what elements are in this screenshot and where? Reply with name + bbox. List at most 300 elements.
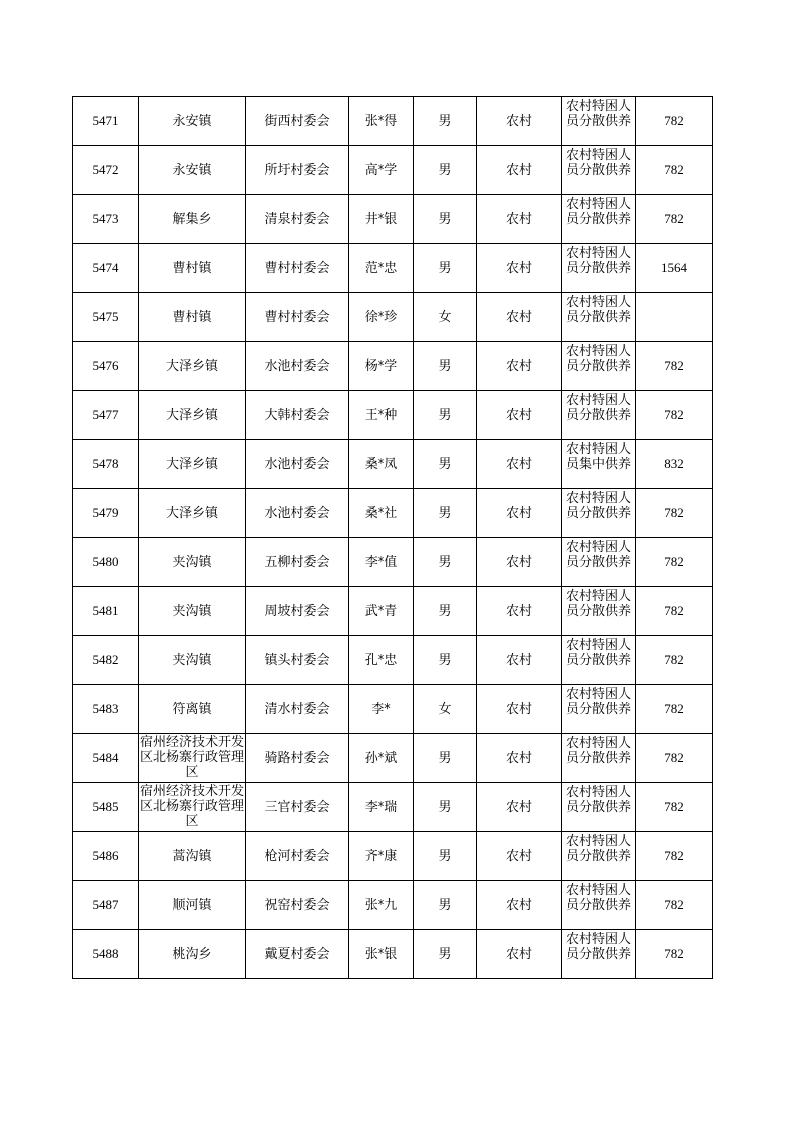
cell-town-text: 宿州经济技术开发区北杨寨行政管理区 (139, 735, 244, 780)
cell-village-text: 清水村委会 (264, 701, 330, 717)
cell-town-text: 大泽乡镇 (165, 407, 218, 423)
cell-category (562, 636, 636, 685)
cell-area (477, 734, 562, 783)
cell-town-text: 宿州经济技术开发区北杨寨行政管理区 (139, 784, 244, 829)
cell-town (139, 391, 246, 440)
cell-area (477, 244, 562, 293)
cell-gender (414, 832, 477, 881)
cell-amount (636, 244, 713, 293)
cell-name-text: 李*瑞 (364, 799, 398, 815)
cell-name (349, 146, 414, 195)
cell-village-text: 清泉村委会 (264, 211, 330, 227)
table-row (73, 587, 713, 636)
cell-id-text: 5476 (92, 358, 119, 373)
cell-id (73, 587, 139, 636)
cell-gender (414, 783, 477, 832)
cell-gender (414, 538, 477, 587)
cell-gender-text: 男 (438, 799, 452, 815)
cell-id (73, 930, 139, 979)
cell-amount-text: 782 (664, 162, 684, 177)
table-row (73, 783, 713, 832)
cell-id-text: 5485 (92, 799, 119, 814)
cell-gender (414, 489, 477, 538)
table-row (73, 244, 713, 293)
cell-village (246, 391, 349, 440)
cell-town (139, 734, 246, 783)
cell-town (139, 538, 246, 587)
cell-category-text: 农村特困人员分散供养 (565, 343, 631, 374)
cell-category (562, 293, 636, 342)
cell-town (139, 146, 246, 195)
cell-gender (414, 881, 477, 930)
cell-village-text: 骑路村委会 (264, 750, 330, 766)
cell-area-text: 农村 (505, 113, 532, 129)
cell-category (562, 440, 636, 489)
cell-village-text: 大韩村委会 (264, 407, 330, 423)
cell-town-text: 夹沟镇 (172, 652, 212, 668)
records-table-body (73, 97, 713, 979)
cell-category-text: 农村特困人员分散供养 (565, 245, 631, 276)
cell-area (477, 538, 562, 587)
cell-village (246, 195, 349, 244)
cell-id (73, 832, 139, 881)
cell-village-text: 街西村委会 (264, 113, 330, 129)
cell-name-text: 张*得 (364, 113, 398, 129)
cell-town (139, 587, 246, 636)
cell-gender-text: 男 (438, 554, 452, 570)
table-row (73, 930, 713, 979)
cell-village (246, 146, 349, 195)
cell-area-text: 农村 (505, 946, 532, 962)
cell-category-text: 农村特困人员分散供养 (565, 686, 631, 717)
table-row (73, 293, 713, 342)
cell-town-text: 永安镇 (172, 162, 212, 178)
cell-amount-text: 782 (664, 505, 684, 520)
cell-town-text: 曹村镇 (172, 309, 212, 325)
cell-amount (636, 97, 713, 146)
cell-id (73, 783, 139, 832)
cell-town (139, 636, 246, 685)
cell-name-text: 高*学 (364, 162, 398, 178)
cell-town-text: 大泽乡镇 (165, 456, 218, 472)
cell-amount-text: 782 (664, 750, 684, 765)
cell-id-text: 5484 (92, 750, 119, 765)
cell-village-text: 祝窑村委会 (264, 897, 330, 913)
cell-gender (414, 685, 477, 734)
cell-name (349, 930, 414, 979)
table-row (73, 734, 713, 783)
cell-amount-text: 782 (664, 554, 684, 569)
cell-village (246, 440, 349, 489)
table-row (73, 881, 713, 930)
cell-amount-text: 782 (664, 799, 684, 814)
cell-name-text: 张*银 (364, 946, 398, 962)
cell-name (349, 489, 414, 538)
cell-amount (636, 489, 713, 538)
cell-id-text: 5488 (92, 946, 119, 961)
cell-name-text: 杨*学 (364, 358, 398, 374)
table-row (73, 685, 713, 734)
cell-area (477, 440, 562, 489)
cell-name (349, 832, 414, 881)
cell-gender (414, 391, 477, 440)
cell-town (139, 783, 246, 832)
cell-name (349, 881, 414, 930)
cell-name (349, 783, 414, 832)
cell-id (73, 636, 139, 685)
cell-area-text: 农村 (505, 750, 532, 766)
cell-name-text: 孙*斌 (364, 750, 398, 766)
cell-name-text: 徐*珍 (364, 309, 398, 325)
cell-town-text: 曹村镇 (172, 260, 212, 276)
cell-category-text: 农村特困人员分散供养 (565, 98, 631, 129)
cell-category (562, 538, 636, 587)
cell-name-text: 井*银 (364, 211, 398, 227)
cell-gender (414, 195, 477, 244)
cell-id (73, 195, 139, 244)
cell-amount (636, 195, 713, 244)
cell-area-text: 农村 (505, 897, 532, 913)
cell-category-text: 农村特困人员分散供养 (565, 196, 631, 227)
cell-area (477, 881, 562, 930)
cell-name (349, 440, 414, 489)
cell-town (139, 489, 246, 538)
cell-gender (414, 930, 477, 979)
cell-gender-text: 男 (438, 162, 452, 178)
cell-area-text: 农村 (505, 309, 532, 325)
cell-gender (414, 293, 477, 342)
cell-id (73, 538, 139, 587)
cell-town (139, 293, 246, 342)
cell-amount-text: 782 (664, 848, 684, 863)
cell-gender-text: 男 (438, 407, 452, 423)
cell-area-text: 农村 (505, 162, 532, 178)
cell-amount (636, 685, 713, 734)
cell-id (73, 293, 139, 342)
cell-amount (636, 587, 713, 636)
cell-name (349, 342, 414, 391)
cell-category-text: 农村特困人员分散供养 (565, 539, 631, 570)
cell-village-text: 戴夏村委会 (264, 946, 330, 962)
cell-area (477, 832, 562, 881)
cell-gender-text: 男 (438, 750, 452, 766)
cell-town (139, 195, 246, 244)
cell-village (246, 587, 349, 636)
cell-village-text: 枪河村委会 (264, 848, 330, 864)
cell-id (73, 244, 139, 293)
cell-amount (636, 734, 713, 783)
cell-area (477, 342, 562, 391)
cell-gender (414, 734, 477, 783)
cell-amount (636, 636, 713, 685)
cell-id (73, 391, 139, 440)
cell-name-text: 桑*社 (364, 505, 398, 521)
cell-town (139, 244, 246, 293)
cell-id-text: 5479 (92, 505, 119, 520)
table-row (73, 538, 713, 587)
cell-amount (636, 538, 713, 587)
cell-gender-text: 男 (438, 456, 452, 472)
cell-area-text: 农村 (505, 358, 532, 374)
cell-id-text: 5477 (92, 407, 119, 422)
cell-village-text: 水池村委会 (264, 456, 330, 472)
cell-village-text: 曹村村委会 (264, 309, 330, 325)
table-row (73, 146, 713, 195)
cell-town-text: 大泽乡镇 (165, 358, 218, 374)
table-row (73, 195, 713, 244)
cell-village (246, 881, 349, 930)
cell-amount-text: 782 (664, 211, 684, 226)
cell-name-text: 李*值 (364, 554, 398, 570)
cell-category (562, 832, 636, 881)
cell-gender (414, 97, 477, 146)
cell-amount (636, 342, 713, 391)
cell-id (73, 881, 139, 930)
cell-category (562, 391, 636, 440)
cell-category (562, 146, 636, 195)
cell-name (349, 293, 414, 342)
cell-area (477, 391, 562, 440)
cell-category (562, 685, 636, 734)
cell-village-text: 水池村委会 (264, 358, 330, 374)
cell-category-text: 农村特困人员分散供养 (565, 147, 631, 178)
cell-id-text: 5481 (92, 603, 119, 618)
cell-amount (636, 930, 713, 979)
cell-amount (636, 832, 713, 881)
cell-amount-text: 1564 (661, 260, 687, 275)
cell-amount (636, 391, 713, 440)
cell-name (349, 734, 414, 783)
cell-id-text: 5474 (92, 260, 119, 275)
cell-gender-text: 男 (438, 113, 452, 129)
cell-name (349, 587, 414, 636)
cell-category-text: 农村特困人员分散供养 (565, 588, 631, 619)
cell-gender (414, 587, 477, 636)
table-row (73, 97, 713, 146)
cell-area-text: 农村 (505, 652, 532, 668)
cell-area-text: 农村 (505, 848, 532, 864)
cell-area (477, 783, 562, 832)
cell-category (562, 244, 636, 293)
cell-town (139, 685, 246, 734)
cell-id-text: 5483 (92, 701, 119, 716)
cell-town (139, 832, 246, 881)
cell-amount-text: 782 (664, 897, 684, 912)
cell-area-text: 农村 (505, 456, 532, 472)
cell-area-text: 农村 (505, 799, 532, 815)
cell-gender (414, 244, 477, 293)
cell-town-text: 符离镇 (172, 701, 212, 717)
cell-name-text: 李* (371, 701, 391, 717)
cell-town-text: 解集乡 (172, 211, 212, 227)
cell-amount-text: 782 (664, 113, 684, 128)
cell-gender (414, 342, 477, 391)
cell-amount-text: 782 (664, 652, 684, 667)
cell-id-text: 5487 (92, 897, 119, 912)
cell-category-text: 农村特困人员分散供养 (565, 784, 631, 815)
cell-category-text: 农村特困人员分散供养 (565, 490, 631, 521)
cell-area (477, 97, 562, 146)
cell-id (73, 342, 139, 391)
cell-category-text: 农村特困人员分散供养 (565, 882, 631, 913)
cell-name-text: 桑*凤 (364, 456, 398, 472)
cell-amount (636, 783, 713, 832)
cell-category-text: 农村特困人员分散供养 (565, 392, 631, 423)
cell-village (246, 489, 349, 538)
cell-id (73, 440, 139, 489)
cell-amount (636, 881, 713, 930)
cell-amount-text: 782 (664, 407, 684, 422)
cell-amount-text: 782 (664, 603, 684, 618)
cell-town (139, 97, 246, 146)
cell-village (246, 293, 349, 342)
cell-gender-text: 女 (438, 701, 452, 717)
cell-category-text: 农村特困人员分散供养 (565, 637, 631, 668)
cell-village (246, 783, 349, 832)
cell-town-text: 顺河镇 (172, 897, 212, 913)
cell-name (349, 391, 414, 440)
cell-gender-text: 男 (438, 897, 452, 913)
cell-area-text: 农村 (505, 211, 532, 227)
cell-area (477, 293, 562, 342)
cell-name-text: 孔*忠 (364, 652, 398, 668)
cell-area (477, 587, 562, 636)
cell-category (562, 342, 636, 391)
cell-town (139, 930, 246, 979)
cell-category (562, 930, 636, 979)
cell-name (349, 538, 414, 587)
cell-id (73, 489, 139, 538)
cell-area-text: 农村 (505, 260, 532, 276)
cell-village-text: 镇头村委会 (264, 652, 330, 668)
cell-gender-text: 男 (438, 358, 452, 374)
cell-amount (636, 146, 713, 195)
cell-amount-text: 832 (664, 456, 684, 471)
cell-id-text: 5475 (92, 309, 119, 324)
cell-town (139, 440, 246, 489)
cell-town-text: 桃沟乡 (172, 946, 212, 962)
cell-category-text: 农村特困人员分散供养 (565, 833, 631, 864)
table-row (73, 342, 713, 391)
table-row (73, 636, 713, 685)
cell-gender-text: 男 (438, 652, 452, 668)
cell-village (246, 734, 349, 783)
cell-amount (636, 440, 713, 489)
cell-area (477, 930, 562, 979)
cell-gender-text: 男 (438, 946, 452, 962)
cell-town (139, 342, 246, 391)
cell-village-text: 水池村委会 (264, 505, 330, 521)
cell-village-text: 曹村村委会 (264, 260, 330, 276)
cell-category-text: 农村特困人员分散供养 (565, 735, 631, 766)
cell-name-text: 武*青 (364, 603, 398, 619)
cell-amount-text: 782 (664, 701, 684, 716)
cell-category (562, 195, 636, 244)
table-row (73, 440, 713, 489)
cell-village (246, 636, 349, 685)
cell-gender (414, 146, 477, 195)
cell-name (349, 685, 414, 734)
cell-category (562, 734, 636, 783)
cell-village (246, 685, 349, 734)
cell-village (246, 244, 349, 293)
cell-town (139, 881, 246, 930)
cell-village-text: 五柳村委会 (264, 554, 330, 570)
cell-category-text: 农村特困人员分散供养 (565, 294, 631, 325)
cell-name (349, 97, 414, 146)
cell-area (477, 146, 562, 195)
cell-town-text: 大泽乡镇 (165, 505, 218, 521)
cell-village-text: 周坡村委会 (264, 603, 330, 619)
cell-name (349, 636, 414, 685)
cell-id-text: 5473 (92, 211, 119, 226)
cell-name-text: 齐*康 (364, 848, 398, 864)
cell-village (246, 538, 349, 587)
cell-category-text: 农村特困人员分散供养 (565, 931, 631, 962)
cell-id (73, 146, 139, 195)
cell-name-text: 范*忠 (364, 260, 398, 276)
table-row (73, 832, 713, 881)
cell-village-text: 三官村委会 (264, 799, 330, 815)
cell-area (477, 195, 562, 244)
cell-town-text: 蒿沟镇 (172, 848, 212, 864)
cell-id-text: 5471 (92, 113, 119, 128)
cell-village (246, 97, 349, 146)
cell-area (477, 636, 562, 685)
cell-amount-text: 782 (664, 946, 684, 961)
cell-area (477, 685, 562, 734)
cell-category (562, 97, 636, 146)
cell-id-text: 5482 (92, 652, 119, 667)
cell-area-text: 农村 (505, 603, 532, 619)
cell-id-text: 5472 (92, 162, 119, 177)
cell-id-text: 5478 (92, 456, 119, 471)
cell-village (246, 930, 349, 979)
cell-name (349, 195, 414, 244)
cell-town-text: 永安镇 (172, 113, 212, 129)
cell-id (73, 97, 139, 146)
cell-gender-text: 男 (438, 603, 452, 619)
cell-amount-text: 782 (664, 358, 684, 373)
cell-gender-text: 男 (438, 260, 452, 276)
cell-village (246, 832, 349, 881)
cell-id (73, 685, 139, 734)
cell-town-text: 夹沟镇 (172, 554, 212, 570)
cell-gender-text: 男 (438, 211, 452, 227)
cell-village-text: 所圩村委会 (264, 162, 330, 178)
cell-category (562, 489, 636, 538)
cell-gender-text: 男 (438, 848, 452, 864)
cell-name-text: 王*种 (364, 407, 398, 423)
cell-gender-text: 男 (438, 505, 452, 521)
table-row (73, 489, 713, 538)
cell-category (562, 881, 636, 930)
cell-name (349, 244, 414, 293)
cell-area-text: 农村 (505, 407, 532, 423)
cell-id (73, 734, 139, 783)
cell-category (562, 587, 636, 636)
cell-gender-text: 女 (438, 309, 452, 325)
cell-category (562, 783, 636, 832)
cell-gender (414, 636, 477, 685)
cell-id-text: 5480 (92, 554, 119, 569)
cell-category-text: 农村特困人员集中供养 (565, 441, 631, 472)
cell-area-text: 农村 (505, 554, 532, 570)
records-table (72, 96, 713, 979)
cell-id-text: 5486 (92, 848, 119, 863)
table-row (73, 391, 713, 440)
cell-name-text: 张*九 (364, 897, 398, 913)
